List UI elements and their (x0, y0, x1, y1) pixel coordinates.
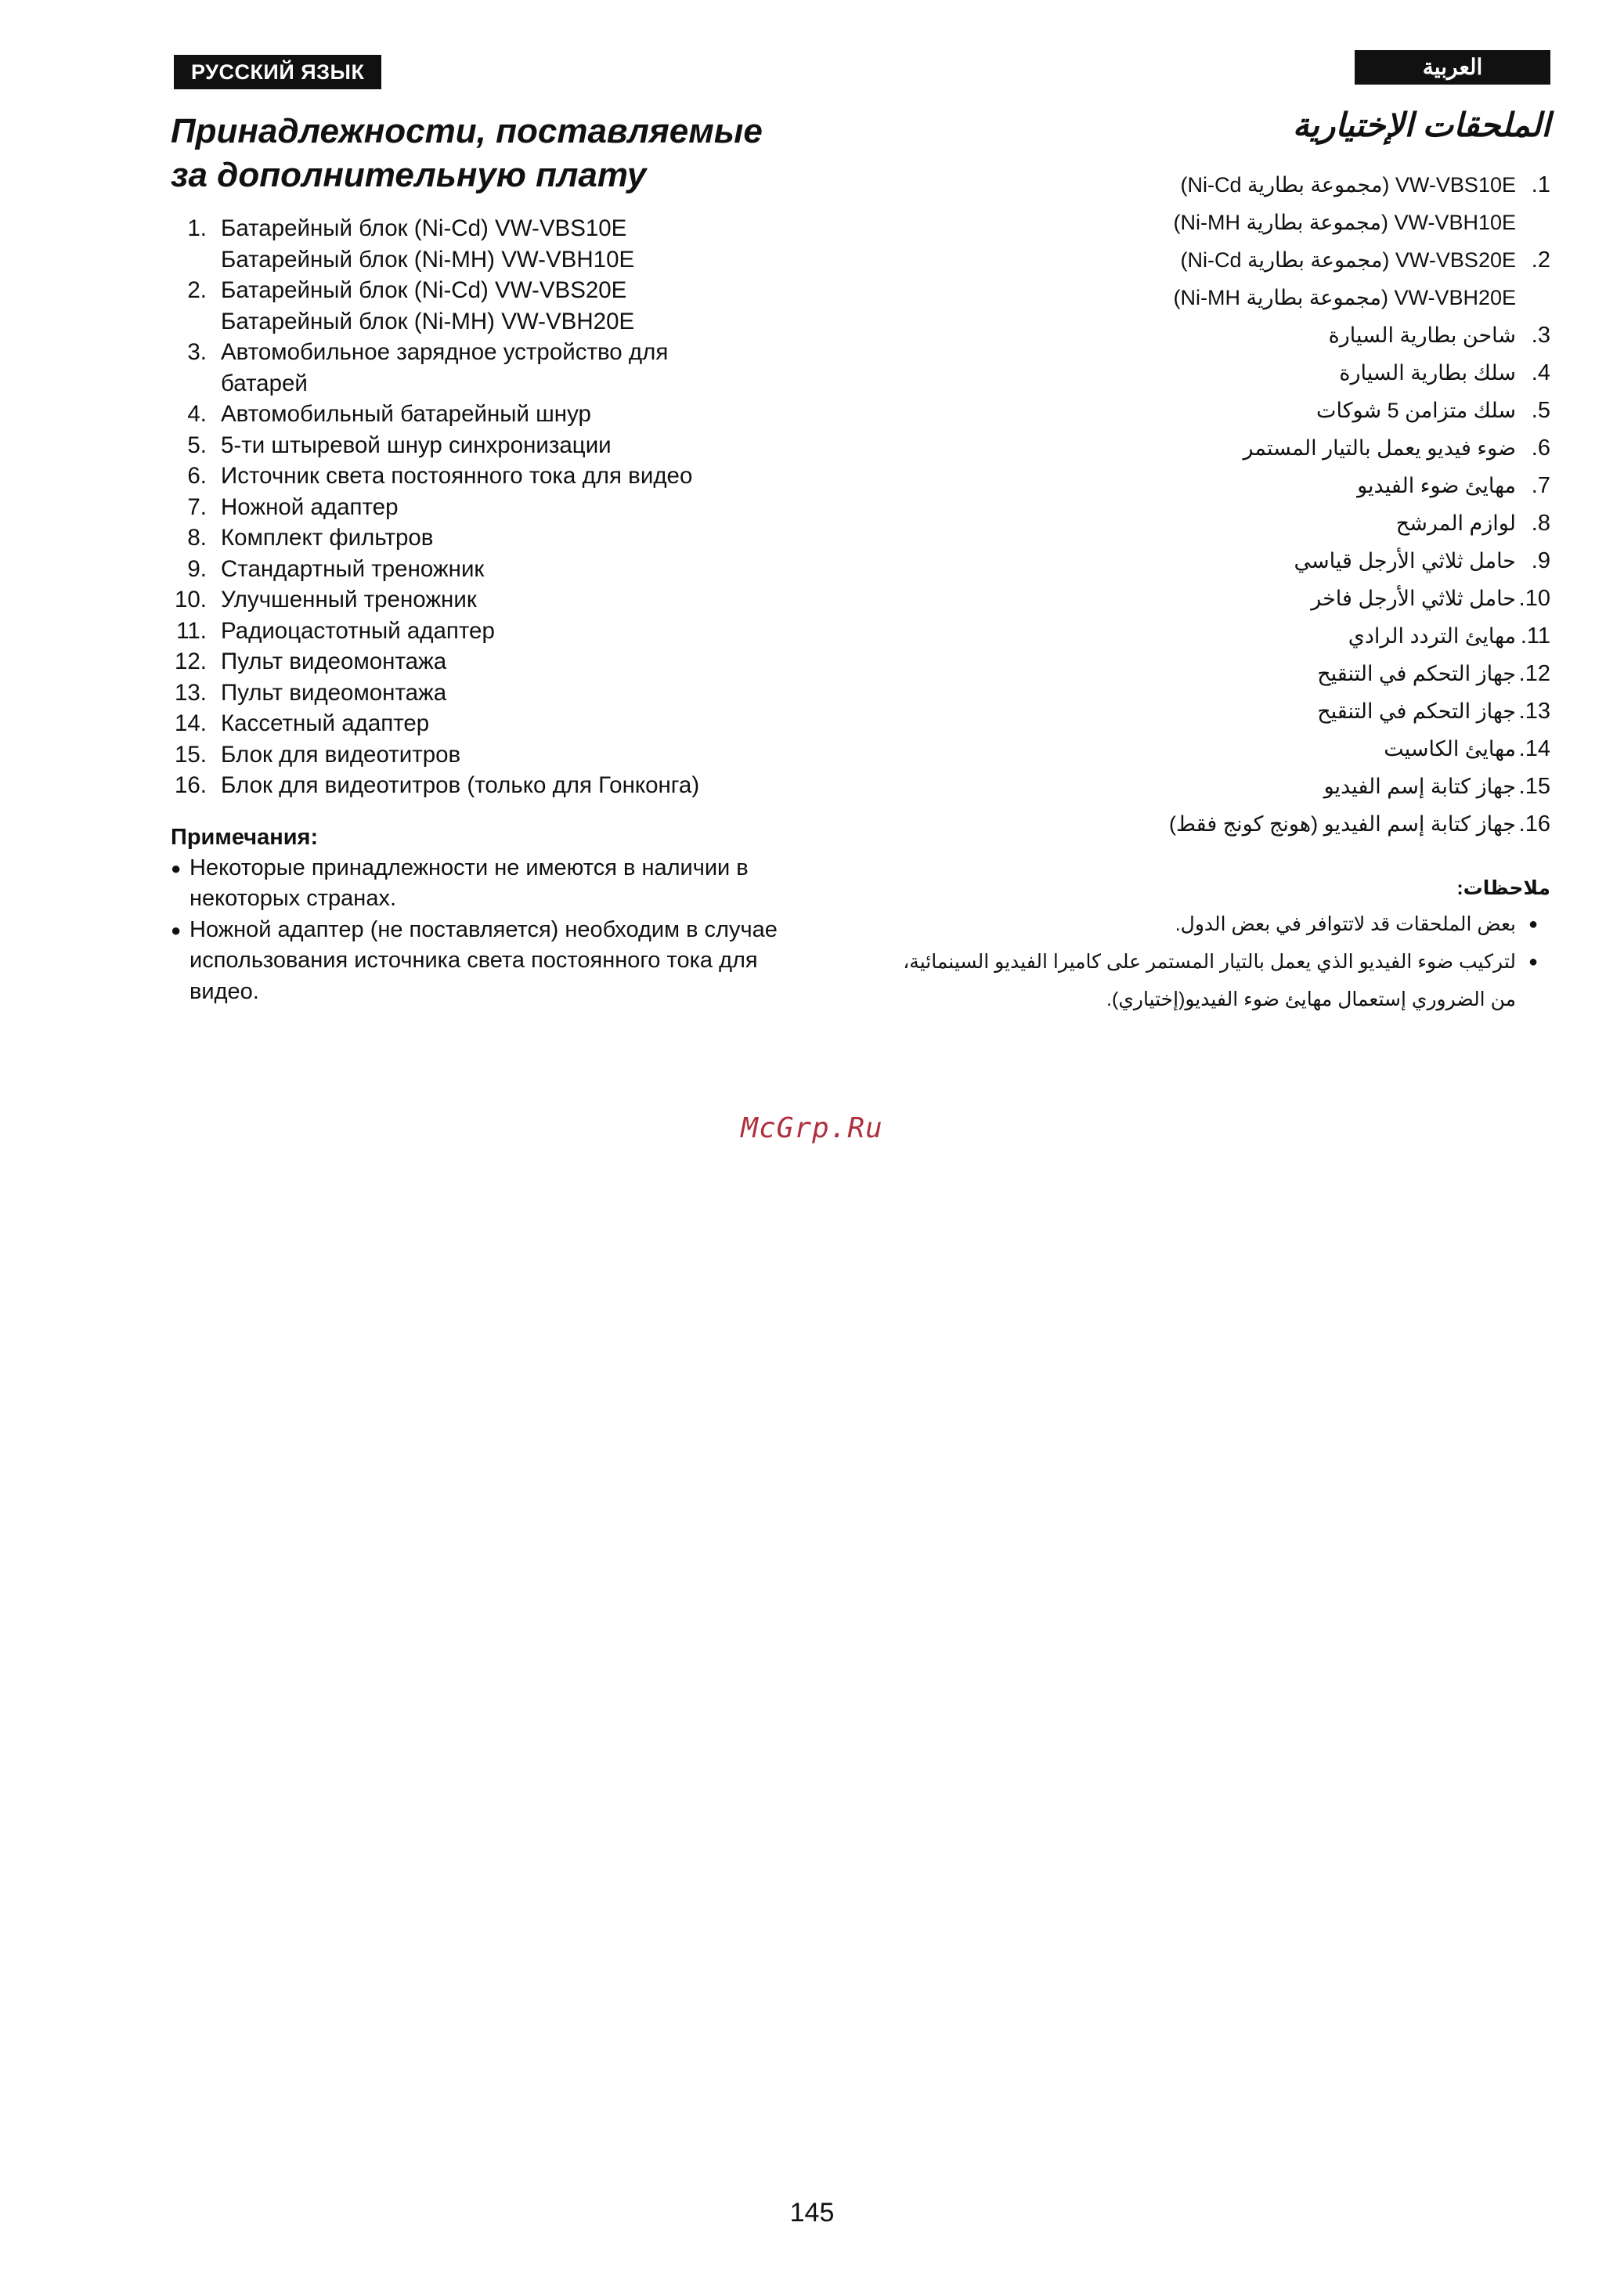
item-number: 13. (174, 679, 207, 706)
item-number: 6. (187, 463, 207, 489)
item-number: 2. (187, 277, 207, 303)
list-item (900, 504, 1550, 542)
list-item (900, 316, 1550, 354)
item-text: جهاز التحكم في التنقيح (1317, 699, 1516, 723)
item-text: Автомобильный батарейный шнур (221, 401, 591, 427)
item-number: 7. (187, 493, 207, 520)
item-text: سلك بطارية السيارة (1339, 361, 1516, 385)
list-item (900, 279, 1550, 316)
item-text: جهاز التحكم في التنقيح (1317, 662, 1516, 685)
list-item (171, 584, 828, 616)
item-text: VW-VBH10E (مجموعة بطارية Ni-MH) (1173, 211, 1516, 234)
list-item (171, 399, 828, 430)
item-text: VW-VBH20E (مجموعة بطارية Ni-MH) (1173, 286, 1516, 309)
title-line-2: за дополнительную плату (171, 156, 647, 194)
item-text: 5-ти штыревой шнур синхронизации (221, 432, 612, 458)
item-number: 4. (187, 401, 207, 427)
notes-title: ملاحظات: (1456, 877, 1550, 899)
note-text: Ножной адаптер (не поставляется) необходим в случае использования источника света постоянного тока для видео. (189, 916, 778, 1004)
item-number: 9. (187, 555, 207, 582)
item-text: Блок для видеотитров (только для Гонконга) (221, 772, 700, 798)
list-item (900, 467, 1550, 504)
item-text: جهاز كتابة إسم الفيديو (1323, 775, 1516, 798)
item-number: 8. (1531, 511, 1550, 536)
list-item (171, 492, 828, 523)
item-number: 1. (1531, 172, 1550, 197)
item-number: 5. (187, 432, 207, 458)
item-number: 3. (187, 339, 207, 365)
item-number: 14. (1518, 736, 1550, 761)
list-item (900, 354, 1550, 392)
item-text: مهايئ ضوء الفيديو (1357, 474, 1516, 497)
russian-column (171, 110, 828, 1007)
note-item (171, 853, 828, 915)
item-number: 4. (1531, 360, 1550, 385)
item-number: 16. (174, 772, 207, 798)
list-item (900, 542, 1550, 580)
list-item (900, 768, 1550, 805)
list-item (171, 646, 828, 678)
item-text: Кассетный адаптер (221, 710, 430, 736)
language-badge-russian: РУССКИЙ ЯЗЫК (174, 55, 381, 89)
item-text: حامل ثلاثي الأرجل قياسي (1294, 549, 1516, 573)
item-number: 11. (1520, 623, 1550, 649)
item-number (1516, 204, 1550, 241)
list-item (900, 392, 1550, 429)
item-text: Пульт видеомонтажа (221, 649, 447, 674)
list-item (171, 213, 828, 275)
list-item (171, 739, 828, 771)
item-text: ضوء فيديو يعمل بالتيار المستمر (1243, 436, 1516, 460)
item-text: Комплект фильтров (221, 525, 434, 551)
note-text: Некоторые принадлежности не имеются в наличии в некоторых странах. (189, 855, 749, 911)
item-number: 6. (1531, 435, 1550, 461)
list-item (900, 617, 1550, 655)
item-number: 10. (1518, 586, 1550, 611)
note-item (900, 905, 1550, 943)
item-number: 10. (174, 587, 207, 613)
item-text: سلك متزامن 5 شوكات (1316, 399, 1516, 422)
list-item (171, 770, 828, 801)
item-text: Источник света постоянного тока для видео (221, 463, 693, 489)
item-text: حامل ثلاثي الأرجل فاخر (1311, 587, 1516, 610)
notes-russian (171, 822, 828, 1008)
item-number: 7. (1531, 473, 1550, 498)
list-item (900, 805, 1550, 843)
note-item (900, 943, 1550, 1018)
notes-list (171, 853, 828, 1008)
item-text: Блок для видеотитров (221, 741, 461, 768)
list-item (900, 166, 1550, 204)
bullet-icon: ● (171, 920, 182, 940)
note-item (171, 915, 828, 1008)
language-badge-arabic: العربية (1355, 50, 1550, 85)
page-number: 145 (789, 2198, 835, 2228)
item-number: 3. (1531, 323, 1550, 348)
list-item (900, 580, 1550, 617)
watermark: McGrp.Ru (741, 1112, 883, 1144)
item-number: 2. (1531, 248, 1550, 273)
item-text: مهايئ الكاسيت (1384, 737, 1516, 761)
title-line-1: Принадлежности, поставляемые (171, 112, 763, 150)
list-item (171, 337, 828, 399)
item-number: 11. (176, 617, 207, 644)
item-text: مهايئ التردد الرادي (1348, 624, 1516, 648)
list-item (900, 655, 1550, 692)
item-text: Батарейный блок (Ni-Cd) VW-VBS10E Батарейный блок (Ni-MH) VW-VBH10E (221, 215, 635, 273)
note-text: لتركيب ضوء الفيديو الذي يعمل بالتيار المستمر على كاميرا الفيديو السينمائية، من الضروري إستعمال مهايئ ضوء الفيديو(إختياري). (903, 951, 1516, 1010)
list-item (900, 429, 1550, 467)
item-text: Улучшенный треножник (221, 587, 477, 613)
item-number (1516, 279, 1550, 316)
list-item (171, 461, 828, 492)
list-item (171, 554, 828, 585)
item-number: 14. (174, 710, 207, 736)
list-item (900, 730, 1550, 768)
notes-list (900, 905, 1550, 1018)
item-number: 15. (1518, 774, 1550, 799)
list-item (171, 275, 828, 337)
item-number: 13. (1518, 699, 1550, 724)
list-item (171, 522, 828, 554)
item-text: VW-VBS20E (مجموعة بطارية Ni-Cd) (1180, 248, 1516, 272)
item-number: 15. (174, 741, 207, 768)
item-text: Автомобильное зарядное устройство для батарей (221, 339, 669, 396)
item-text: لوازم المرشح (1395, 511, 1516, 535)
list-item (171, 430, 828, 461)
accessory-list-russian (171, 213, 828, 801)
item-number: 5. (1531, 398, 1550, 423)
item-text: Стандартный треножник (221, 555, 485, 582)
accessory-list-arabic (900, 166, 1550, 843)
item-text: Батарейный блок (Ni-Cd) VW-VBS20E Батарейный блок (Ni-MH) VW-VBH20E (221, 277, 635, 334)
item-number: 12. (174, 649, 207, 674)
arabic-column (900, 102, 1550, 1018)
note-text: بعض الملحقات قد لاتتوافر في بعض الدول. (1175, 913, 1516, 935)
item-text: جهاز كتابة إسم الفيديو (هونج كونج فقط) (1169, 812, 1516, 836)
page-title-russian (171, 110, 828, 197)
list-item (171, 708, 828, 739)
list-item (900, 241, 1550, 279)
bullet-icon: ● (171, 858, 182, 878)
item-number: 1. (187, 215, 207, 241)
item-text: Пульт видеомонтажа (221, 679, 447, 706)
list-item (900, 204, 1550, 241)
item-number: 9. (1531, 548, 1550, 573)
notes-arabic (900, 871, 1550, 1018)
item-number: 8. (187, 525, 207, 551)
bullet-icon: ● (1528, 953, 1539, 970)
item-text: شاحن بطارية السيارة (1328, 323, 1516, 347)
item-number: 12. (1518, 661, 1550, 686)
page-title-arabic: الملحقات الإختيارية (1292, 107, 1550, 143)
bullet-icon: ● (1528, 916, 1539, 933)
list-item (171, 678, 828, 709)
item-text: Радиоцастотный адаптер (221, 617, 495, 644)
item-text: Ножной адаптер (221, 493, 399, 520)
notes-title: Примечания: (171, 824, 319, 850)
item-number: 16. (1518, 811, 1550, 837)
item-text: VW-VBS10E (مجموعة بطارية Ni-Cd) (1180, 173, 1516, 197)
list-item (171, 616, 828, 647)
list-item (900, 692, 1550, 730)
